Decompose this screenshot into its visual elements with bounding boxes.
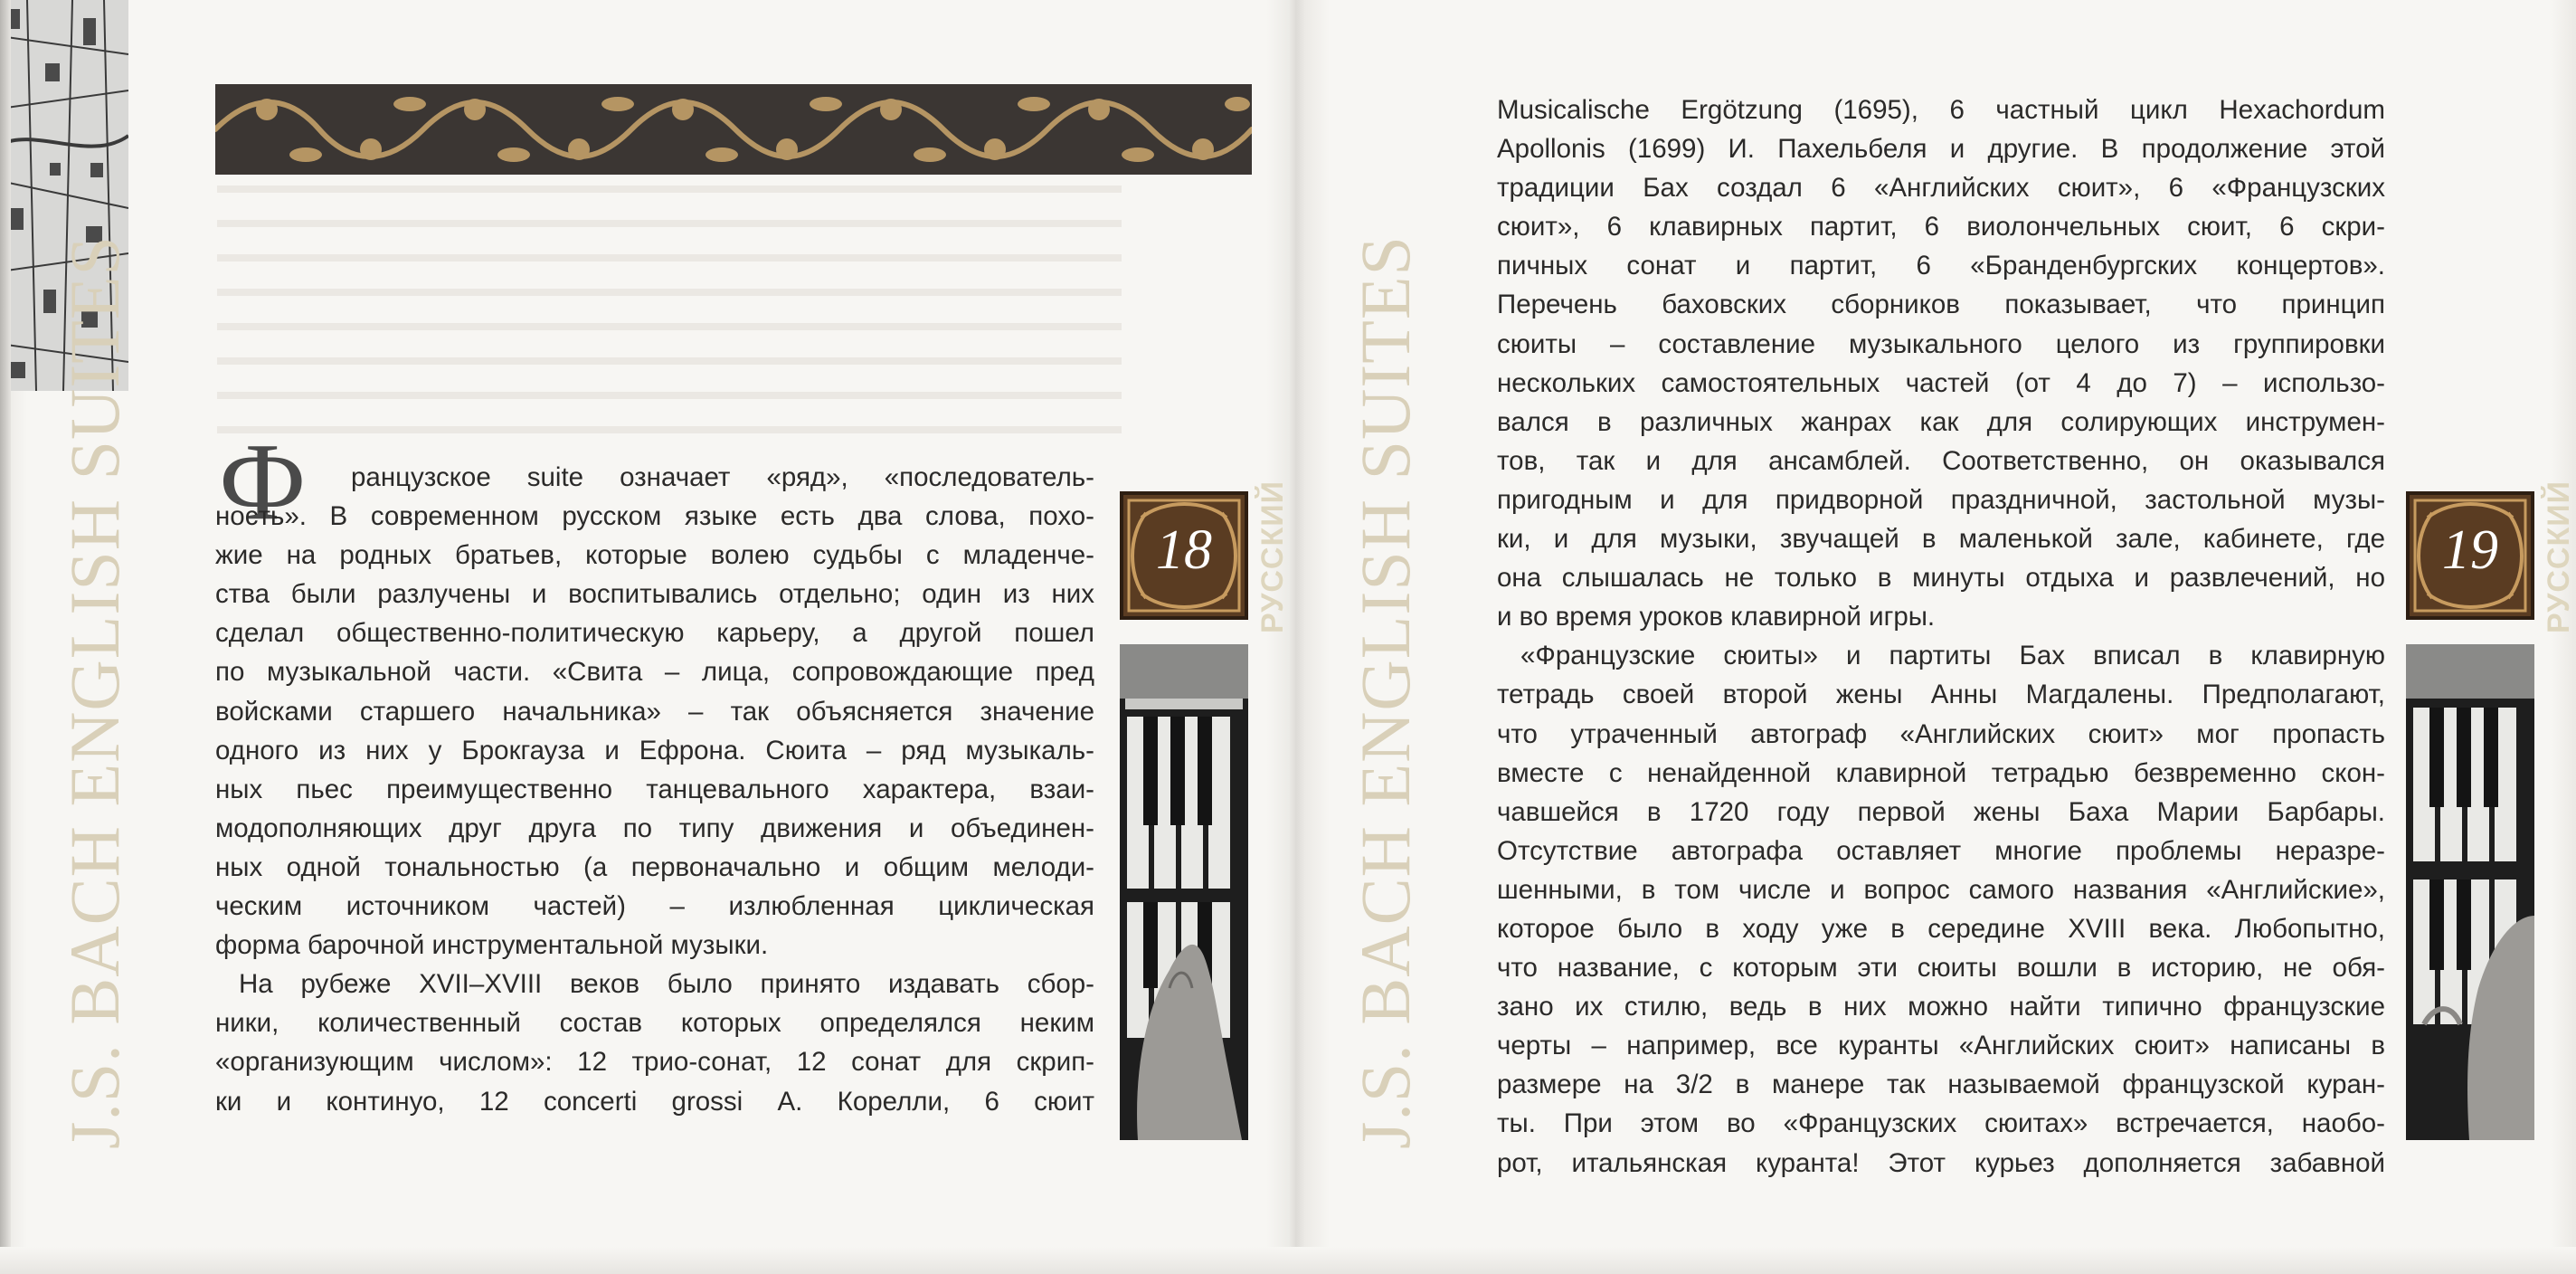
text-line: зано их стилю, ведь в них можно найти типично французские (1497, 992, 2385, 1022)
text-line: ранцузское suite означает «ряд», «последователь- (351, 462, 1094, 492)
page-bottom-shadow (0, 1247, 2576, 1274)
text-line: сюит», 6 клавирных партит, 6 виолончельных сюит, 6 скри- (1497, 212, 2385, 242)
text-line: «организующим числом»: 12 трио-сонат, 12 сонат для скрип- (215, 1047, 1094, 1078)
text-line: ства были разлучены и воспитывались отдельно; один из них (215, 579, 1094, 610)
text-line: тов, так и для ансамблей. Соответственно, он оказывался (1497, 445, 2385, 476)
piano-hand-photo (2406, 644, 2534, 1140)
text-line: что название, с которым эти сюиты вошли в историю, не обя- (1497, 953, 2385, 984)
left-page-text (215, 458, 1094, 1121)
text-line: что утраченный автограф «Английских сюит» мог пропасть (1497, 718, 2385, 749)
text-line: пригодным и для придворной праздничной, застольной музы- (1497, 484, 2385, 515)
text-line: ки и континуо, 12 concerti grossi А. Корелли, 6 сюит (215, 1086, 1094, 1117)
text-line: Musicalische Ergötzung (1695), 6 частный цикл Hexachordum (1497, 95, 2385, 125)
bleed-through-text (217, 185, 1122, 466)
right-page-text (1497, 90, 2385, 1183)
text-line: сюиты – составление музыкального целого из группировки (1497, 328, 2385, 359)
spine-title-left: J.S. BACH ENGLISH SUITES (55, 235, 134, 1149)
text-line: «Французские сюиты» и партиты Бах вписал в клавирную (1520, 641, 2385, 671)
text-line: ность». В современном русском языке есть два слова, похо- (215, 501, 1094, 532)
text-line: тетрадь своей второй жены Анны Магдалены. Предполагают, (1497, 680, 2385, 710)
text-line: и во время уроков клавирной игры. (1497, 602, 1936, 632)
text-line: Apollonis (1699) И. Пахельбеля и другие. В продолжение этой (1497, 134, 2385, 165)
text-line: Перечень баховских сборников показывает, что принцип (1497, 290, 2385, 320)
language-label: РУССКИЙ (1255, 480, 1290, 633)
text-line: пичных сонат и партит, 6 «Бранденбургских концертов». (1497, 251, 2385, 281)
spine-title-right: J.S. BACH ENGLISH SUITES (1346, 235, 1425, 1149)
page-number: 18 (1156, 519, 1212, 581)
text-line: она слышалась не только в минуты отдыха и развлечений, но (1497, 563, 2385, 594)
text-line: черты – например, все куранты «Английских сюит» написаны в (1497, 1031, 2385, 1061)
text-line: ки, и для музыки, звучащей в маленькой зале, кабинете, где (1497, 524, 2385, 555)
text-line: одного из них у Брокгауза и Ефрона. Сюита – ряд музыкаль- (215, 735, 1094, 765)
text-line: шенными, в том числе и вопрос самого названия «Английские», (1497, 874, 2385, 905)
text-line: сделал общественно-политическую карьеру, а другой пошел (215, 618, 1094, 649)
text-line: размере на 3/2 в манере так называемой французской куран- (1497, 1070, 2385, 1100)
page-edge-shadow (0, 0, 11, 1274)
text-line: вался в различных жанрах как для солирующих инструмен- (1497, 406, 2385, 437)
text-line: ческим источником частей) – излюбленная циклическая (215, 891, 1094, 922)
text-line: форма барочной инструментальной музыки. (215, 930, 769, 961)
page-number-badge (1120, 491, 1248, 620)
page-number: 19 (2442, 519, 2498, 581)
page-number-badge (2406, 491, 2534, 620)
drop-cap: Ф (219, 421, 307, 543)
text-line: вместе с ненайденной клавирной тетрадью безвременно скон- (1497, 757, 2385, 788)
text-line: нескольких самостоятельных частей (от 4 до 7) – использо- (1497, 367, 2385, 398)
text-line: ных одной тональностью (а первоначально и общим мелоди- (215, 851, 1094, 882)
ornament-banner (215, 84, 1252, 175)
text-line: Отсутствие автографа оставляет многие проблемы неразре- (1497, 835, 2385, 866)
text-line: по музыкальной части. «Свита – лица, сопровождающие пред (215, 657, 1094, 688)
text-line: ники, количественный состав которых определялся неким (215, 1008, 1094, 1039)
text-line: ных пьес преимущественно танцевального характера, взаи- (215, 774, 1094, 804)
text-line: традиции Бах создал 6 «Английских сюит», 6 «Французских (1497, 173, 2385, 204)
text-line: На рубеже XVII–XVIII веков было принято издавать сбор- (239, 969, 1094, 1000)
text-line: войсками старшего начальника» – так объясняется значение (215, 696, 1094, 727)
text-line: чавшейся в 1720 году первой жены Баха Марии Барбары. (1497, 796, 2385, 827)
text-line: рот, итальянская куранта! Этот курьез дополняется забавной (1497, 1147, 2385, 1178)
text-line: жие на родных братьев, которые волею судьбы с младенче- (215, 540, 1094, 571)
piano-hand-photo (1120, 644, 1248, 1140)
language-label: РУССКИЙ (2542, 480, 2576, 633)
text-line: которое было в ходу уже в середине XVIII века. Любопытно, (1497, 913, 2385, 944)
text-line: ты. При этом во «Французских сюитах» встречается, наобо- (1497, 1108, 2385, 1139)
text-line: модополняющих друг друга по типу движения и объединен- (215, 813, 1094, 843)
